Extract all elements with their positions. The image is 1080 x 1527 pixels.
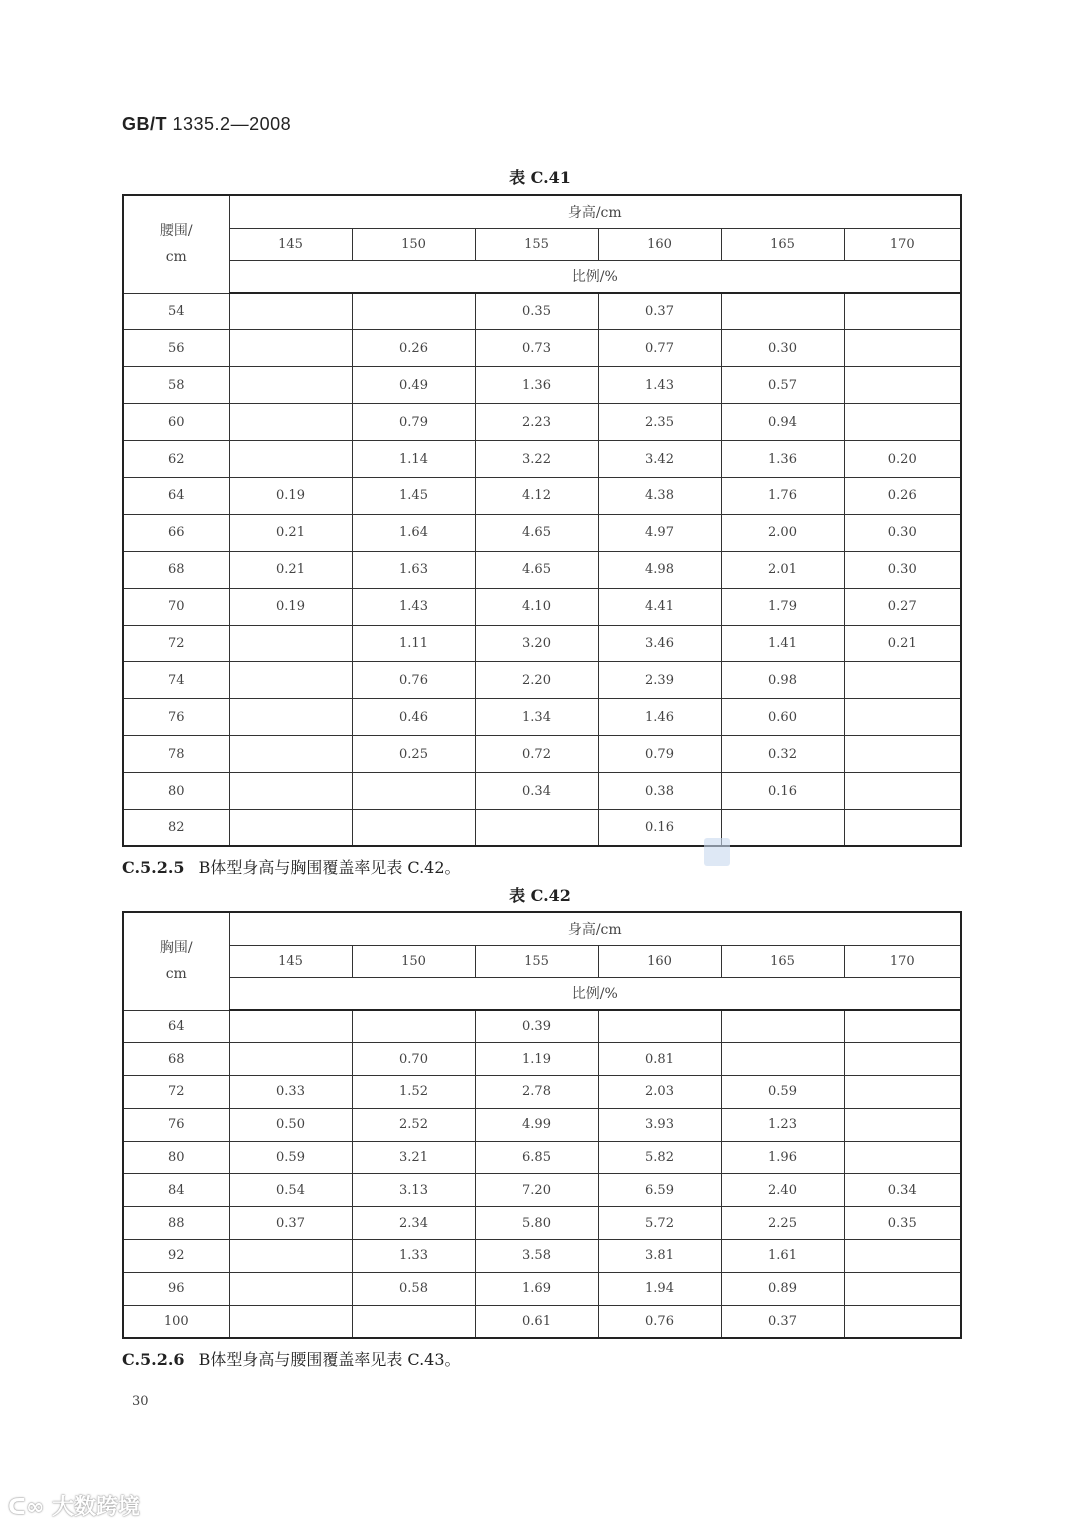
header-row <box>123 912 961 945</box>
value-cell: 1.46 <box>598 699 721 736</box>
value-cell: 6.59 <box>598 1174 721 1207</box>
row-label-cell: 56 <box>123 330 229 367</box>
table-row <box>123 1240 961 1273</box>
value-cell <box>229 367 352 404</box>
row-label-cell: 66 <box>123 514 229 551</box>
table-row <box>123 1076 961 1109</box>
value-cell: 6.85 <box>475 1141 598 1174</box>
table-row <box>123 514 961 551</box>
table-row <box>123 293 961 330</box>
value-cell: 2.20 <box>475 662 598 699</box>
row-label-cell: 96 <box>123 1272 229 1305</box>
table-row <box>123 662 961 699</box>
row-label-cell: 68 <box>123 1043 229 1076</box>
value-cell: 5.72 <box>598 1207 721 1240</box>
value-cell: 1.61 <box>721 1240 844 1273</box>
value-cell <box>229 699 352 736</box>
row-label-cell: 72 <box>123 625 229 662</box>
value-cell: 1.63 <box>352 551 475 588</box>
value-cell: 3.81 <box>598 1240 721 1273</box>
value-cell: 7.20 <box>475 1174 598 1207</box>
value-cell <box>229 1240 352 1273</box>
value-cell <box>844 330 961 367</box>
header-row <box>123 195 961 228</box>
row-label-cell: 82 <box>123 809 229 846</box>
value-cell <box>844 1141 961 1174</box>
value-cell: 0.72 <box>475 736 598 773</box>
table-row <box>123 1207 961 1240</box>
value-cell: 4.98 <box>598 551 721 588</box>
value-cell: 3.20 <box>475 625 598 662</box>
table-row <box>123 1108 961 1141</box>
value-cell: 3.46 <box>598 625 721 662</box>
row-label-cell: 64 <box>123 1010 229 1043</box>
table-row <box>123 477 961 514</box>
value-cell <box>844 1043 961 1076</box>
value-cell: 3.21 <box>352 1141 475 1174</box>
value-cell: 4.38 <box>598 477 721 514</box>
column-header-cell: 145 <box>229 945 352 977</box>
value-cell: 0.16 <box>598 809 721 846</box>
value-cell <box>844 1076 961 1109</box>
value-cell: 0.19 <box>229 477 352 514</box>
row-label-cell: 78 <box>123 736 229 773</box>
value-cell <box>844 699 961 736</box>
row-label-cell: 54 <box>123 293 229 330</box>
value-cell: 0.27 <box>844 588 961 625</box>
table-row <box>123 551 961 588</box>
clause-number: C.5.2.6 <box>122 1350 185 1369</box>
value-cell: 3.13 <box>352 1174 475 1207</box>
value-cell <box>844 1108 961 1141</box>
page-number: 30 <box>132 1394 149 1409</box>
value-cell: 1.41 <box>721 625 844 662</box>
value-cell: 2.39 <box>598 662 721 699</box>
value-cell: 0.25 <box>352 736 475 773</box>
row-label-cell: 58 <box>123 367 229 404</box>
unit-header-cell: 比例/% <box>229 977 961 1010</box>
value-cell: 1.36 <box>475 367 598 404</box>
value-cell: 1.76 <box>721 477 844 514</box>
value-cell: 0.98 <box>721 662 844 699</box>
stamp-mark <box>704 838 730 866</box>
value-cell: 1.19 <box>475 1043 598 1076</box>
row-label-cell: 76 <box>123 1108 229 1141</box>
value-cell: 0.34 <box>844 1174 961 1207</box>
row-label-cell: 70 <box>123 588 229 625</box>
table-caption-c41: 表 C.41 <box>509 168 571 187</box>
table-row <box>123 809 961 846</box>
value-cell: 0.89 <box>721 1272 844 1305</box>
table-row <box>123 441 961 478</box>
value-cell: 1.36 <box>721 441 844 478</box>
value-cell <box>352 773 475 810</box>
value-cell: 0.26 <box>352 330 475 367</box>
clause-number: C.5.2.5 <box>122 858 185 877</box>
table-row <box>123 330 961 367</box>
row-label-cell: 62 <box>123 441 229 478</box>
value-cell: 2.01 <box>721 551 844 588</box>
value-cell <box>229 330 352 367</box>
value-cell: 3.58 <box>475 1240 598 1273</box>
value-cell: 1.11 <box>352 625 475 662</box>
watermark-logo: ᑕ∞ 大数跨境 <box>8 1495 140 1520</box>
value-cell: 3.42 <box>598 441 721 478</box>
row-label-cell: 80 <box>123 773 229 810</box>
value-cell <box>844 1272 961 1305</box>
value-cell: 0.19 <box>229 588 352 625</box>
column-header-cell: 170 <box>844 228 961 260</box>
value-cell <box>229 773 352 810</box>
value-cell: 0.76 <box>598 1305 721 1338</box>
value-cell <box>229 1010 352 1043</box>
row-label-cell: 84 <box>123 1174 229 1207</box>
value-cell <box>229 662 352 699</box>
group-header-cell: 身高/cm <box>229 912 961 945</box>
value-cell <box>229 293 352 330</box>
value-cell: 5.80 <box>475 1207 598 1240</box>
value-cell <box>844 367 961 404</box>
column-header-cell: 160 <box>598 228 721 260</box>
value-cell: 0.46 <box>352 699 475 736</box>
value-cell: 2.40 <box>721 1174 844 1207</box>
value-cell <box>844 404 961 441</box>
value-cell: 3.22 <box>475 441 598 478</box>
value-cell: 0.58 <box>352 1272 475 1305</box>
table-row <box>123 699 961 736</box>
table-row <box>123 625 961 662</box>
value-cell: 0.20 <box>844 441 961 478</box>
value-cell <box>229 404 352 441</box>
value-cell: 4.99 <box>475 1108 598 1141</box>
table-row <box>123 1174 961 1207</box>
table-row <box>123 1305 961 1338</box>
value-cell: 1.69 <box>475 1272 598 1305</box>
value-cell <box>844 662 961 699</box>
unit-header-cell: 比例/% <box>229 260 961 293</box>
value-cell: 0.35 <box>844 1207 961 1240</box>
value-cell: 2.34 <box>352 1207 475 1240</box>
value-cell: 0.54 <box>229 1174 352 1207</box>
column-header-cell: 165 <box>721 228 844 260</box>
value-cell: 0.30 <box>844 551 961 588</box>
table-row <box>123 404 961 441</box>
value-cell: 0.16 <box>721 773 844 810</box>
value-cell: 0.59 <box>229 1141 352 1174</box>
value-cell <box>229 1043 352 1076</box>
value-cell: 0.35 <box>475 293 598 330</box>
row-label-cell: 92 <box>123 1240 229 1273</box>
value-cell <box>352 1010 475 1043</box>
value-cell <box>844 809 961 846</box>
row-label-cell: 60 <box>123 404 229 441</box>
value-cell <box>475 809 598 846</box>
value-cell: 0.70 <box>352 1043 475 1076</box>
row-label-cell: 72 <box>123 1076 229 1109</box>
value-cell: 0.32 <box>721 736 844 773</box>
value-cell: 3.93 <box>598 1108 721 1141</box>
value-cell: 0.37 <box>721 1305 844 1338</box>
table-row <box>123 1272 961 1305</box>
value-cell <box>598 1010 721 1043</box>
value-cell: 0.21 <box>229 514 352 551</box>
value-cell <box>844 293 961 330</box>
table-row <box>123 1141 961 1174</box>
column-header-cell: 155 <box>475 228 598 260</box>
value-cell: 1.79 <box>721 588 844 625</box>
value-cell <box>229 625 352 662</box>
value-cell: 0.73 <box>475 330 598 367</box>
row-label-cell: 74 <box>123 662 229 699</box>
value-cell: 0.81 <box>598 1043 721 1076</box>
value-cell: 4.97 <box>598 514 721 551</box>
value-cell: 1.43 <box>352 588 475 625</box>
value-cell: 2.23 <box>475 404 598 441</box>
value-cell: 5.82 <box>598 1141 721 1174</box>
column-header-cell: 165 <box>721 945 844 977</box>
column-header-cell: 150 <box>352 228 475 260</box>
table-row <box>123 773 961 810</box>
value-cell: 1.94 <box>598 1272 721 1305</box>
standard-number: 1335.2—2008 <box>172 114 292 134</box>
unit-header-row <box>123 977 961 1010</box>
value-cell <box>844 736 961 773</box>
row-label-cell: 76 <box>123 699 229 736</box>
value-cell <box>229 1272 352 1305</box>
standard-code <box>122 114 291 135</box>
value-cell <box>721 1043 844 1076</box>
value-cell <box>352 809 475 846</box>
group-header-cell: 身高/cm <box>229 195 961 228</box>
value-cell: 4.10 <box>475 588 598 625</box>
value-cell: 1.64 <box>352 514 475 551</box>
value-cell: 2.03 <box>598 1076 721 1109</box>
table-row <box>123 588 961 625</box>
row-label-cell: 100 <box>123 1305 229 1338</box>
value-cell <box>844 1010 961 1043</box>
value-cell: 0.76 <box>352 662 475 699</box>
value-cell: 0.39 <box>475 1010 598 1043</box>
value-cell <box>229 809 352 846</box>
row-label-cell: 80 <box>123 1141 229 1174</box>
value-cell: 1.43 <box>598 367 721 404</box>
value-cell: 0.30 <box>844 514 961 551</box>
value-cell: 1.52 <box>352 1076 475 1109</box>
value-cell <box>844 1240 961 1273</box>
value-cell: 4.41 <box>598 588 721 625</box>
value-cell: 2.52 <box>352 1108 475 1141</box>
clause-text: B体型身高与胸围覆盖率见表 C.42。 <box>198 858 461 877</box>
value-cell: 1.33 <box>352 1240 475 1273</box>
value-cell: 0.94 <box>721 404 844 441</box>
row-header-cell: 腰围/ cm <box>123 195 229 293</box>
table-row <box>123 1010 961 1043</box>
standard-prefix: GB/T <box>122 114 167 134</box>
value-cell: 4.65 <box>475 551 598 588</box>
value-cell <box>352 293 475 330</box>
watermark-text: 大数跨境 <box>51 1495 140 1520</box>
value-cell: 0.30 <box>721 330 844 367</box>
unit-header-row <box>123 260 961 293</box>
value-cell: 1.96 <box>721 1141 844 1174</box>
table-row <box>123 1043 961 1076</box>
clause-text: B体型身高与腰围覆盖率见表 C.43。 <box>198 1350 461 1369</box>
value-cell: 0.37 <box>598 293 721 330</box>
value-cell: 0.26 <box>844 477 961 514</box>
value-cell <box>229 441 352 478</box>
value-cell: 2.25 <box>721 1207 844 1240</box>
value-cell: 0.79 <box>598 736 721 773</box>
value-cell: 4.65 <box>475 514 598 551</box>
value-cell: 1.45 <box>352 477 475 514</box>
value-cell <box>844 1305 961 1338</box>
row-header-cell: 胸围/ cm <box>123 912 229 1010</box>
value-cell: 1.34 <box>475 699 598 736</box>
table-row <box>123 736 961 773</box>
value-cell: 0.57 <box>721 367 844 404</box>
column-header-cell: 160 <box>598 945 721 977</box>
row-label-cell: 88 <box>123 1207 229 1240</box>
value-cell: 0.60 <box>721 699 844 736</box>
value-cell <box>352 1305 475 1338</box>
value-cell: 2.35 <box>598 404 721 441</box>
value-cell: 1.23 <box>721 1108 844 1141</box>
table-caption-c42: 表 C.42 <box>509 886 571 905</box>
value-cell <box>721 293 844 330</box>
value-cell: 0.33 <box>229 1076 352 1109</box>
value-cell: 0.59 <box>721 1076 844 1109</box>
column-header-cell: 150 <box>352 945 475 977</box>
value-cell: 0.38 <box>598 773 721 810</box>
value-cell: 0.77 <box>598 330 721 367</box>
value-cell: 0.50 <box>229 1108 352 1141</box>
row-label-cell: 64 <box>123 477 229 514</box>
value-cell: 0.79 <box>352 404 475 441</box>
value-cell: 2.78 <box>475 1076 598 1109</box>
paragraph-c525 <box>122 855 461 878</box>
row-label-cell: 68 <box>123 551 229 588</box>
value-cell: 0.49 <box>352 367 475 404</box>
value-cell: 2.00 <box>721 514 844 551</box>
table-c42 <box>122 911 962 1339</box>
value-cell: 4.12 <box>475 477 598 514</box>
table-row <box>123 367 961 404</box>
value-cell <box>229 1305 352 1338</box>
value-cell: 0.37 <box>229 1207 352 1240</box>
value-cell: 1.14 <box>352 441 475 478</box>
value-cell <box>844 773 961 810</box>
value-cell: 0.21 <box>229 551 352 588</box>
value-cell: 0.61 <box>475 1305 598 1338</box>
column-header-row <box>123 945 961 977</box>
value-cell <box>229 736 352 773</box>
paragraph-c526 <box>122 1347 461 1370</box>
table-c41 <box>122 194 962 847</box>
column-header-row <box>123 228 961 260</box>
column-header-cell: 170 <box>844 945 961 977</box>
column-header-cell: 145 <box>229 228 352 260</box>
value-cell <box>721 809 844 846</box>
column-header-cell: 155 <box>475 945 598 977</box>
value-cell: 0.34 <box>475 773 598 810</box>
value-cell <box>721 1010 844 1043</box>
value-cell: 0.21 <box>844 625 961 662</box>
